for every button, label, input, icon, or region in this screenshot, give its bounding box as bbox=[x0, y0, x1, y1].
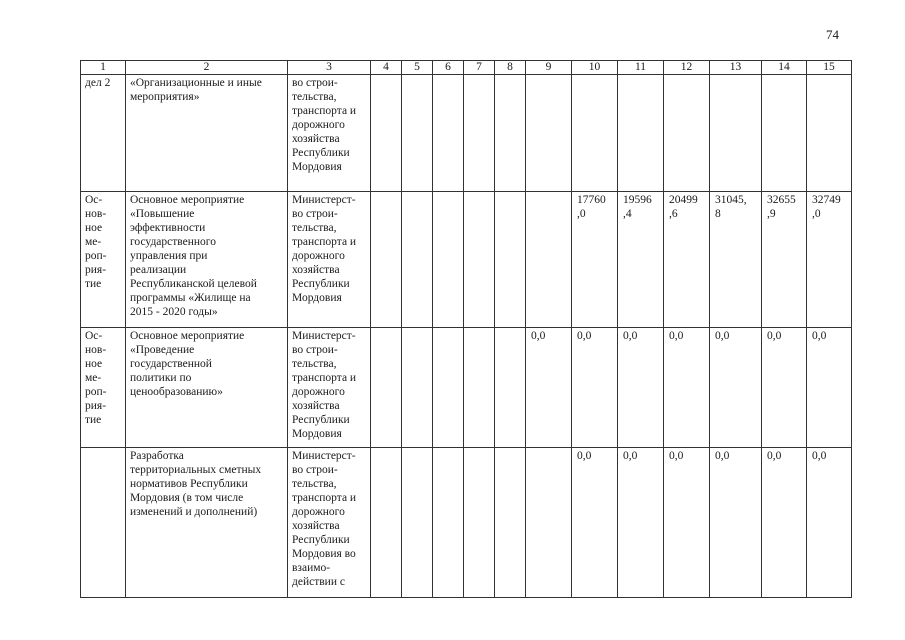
value-cell bbox=[495, 192, 526, 328]
column-header: 7 bbox=[464, 61, 495, 75]
value-cell: 0,0 bbox=[710, 328, 762, 448]
row-title-cell: «Организационные и иные мероприятия» bbox=[126, 75, 288, 192]
row-executor-cell: Министерст- во строи- тельства, транспорта и дорожного хозяйства Республики Мордовия bbox=[288, 192, 371, 328]
row-executor-cell: Министерст- во строи- тельства, транспорта и дорожного хозяйства Республики Мордовия bbox=[288, 328, 371, 448]
value-cell: 0,0 bbox=[710, 448, 762, 598]
value-cell bbox=[371, 448, 402, 598]
value-cell: 0,0 bbox=[807, 328, 852, 448]
value-cell: 0,0 bbox=[762, 448, 807, 598]
value-cell bbox=[371, 192, 402, 328]
budget-table bbox=[80, 60, 852, 598]
row-title-cell: Разработка территориальных сметных нормативов Республики Мордовия (в том числе изменений и дополнений) bbox=[126, 448, 288, 598]
value-cell bbox=[495, 328, 526, 448]
value-cell bbox=[464, 328, 495, 448]
value-cell bbox=[464, 448, 495, 598]
row-status-cell: дел 2 bbox=[81, 75, 126, 192]
value-cell bbox=[402, 448, 433, 598]
row-executor-cell: Министерст- во строи- тельства, транспорта и дорожного хозяйства Республики Мордовия во взаимо- действии с bbox=[288, 448, 371, 598]
value-cell bbox=[402, 75, 433, 192]
value-cell: 0,0 bbox=[762, 328, 807, 448]
value-cell: 17760 ,0 bbox=[572, 192, 618, 328]
value-cell: 0,0 bbox=[526, 328, 572, 448]
column-header: 15 bbox=[807, 61, 852, 75]
value-cell bbox=[433, 75, 464, 192]
value-cell bbox=[807, 75, 852, 192]
value-cell: 0,0 bbox=[572, 448, 618, 598]
value-cell bbox=[402, 328, 433, 448]
page-number: 74 bbox=[826, 27, 839, 42]
header-row bbox=[81, 61, 852, 75]
value-cell bbox=[433, 192, 464, 328]
column-header: 8 bbox=[495, 61, 526, 75]
row-title-cell: Основное мероприятие «Проведение государственной политики по ценообразованию» bbox=[126, 328, 288, 448]
column-header: 4 bbox=[371, 61, 402, 75]
value-cell: 32655 ,9 bbox=[762, 192, 807, 328]
value-cell bbox=[526, 448, 572, 598]
value-cell: 0,0 bbox=[618, 328, 664, 448]
row-status-cell: Ос- нов- ное ме- роп- рия- тие bbox=[81, 328, 126, 448]
value-cell bbox=[710, 75, 762, 192]
table-row bbox=[81, 328, 852, 448]
column-header: 9 bbox=[526, 61, 572, 75]
table-row bbox=[81, 448, 852, 598]
value-cell: 0,0 bbox=[664, 448, 710, 598]
column-header: 6 bbox=[433, 61, 464, 75]
value-cell: 20499 ,6 bbox=[664, 192, 710, 328]
value-cell: 0,0 bbox=[618, 448, 664, 598]
value-cell bbox=[618, 75, 664, 192]
value-cell bbox=[371, 75, 402, 192]
column-header: 12 bbox=[664, 61, 710, 75]
table-row bbox=[81, 75, 852, 192]
value-cell bbox=[572, 75, 618, 192]
column-header: 10 bbox=[572, 61, 618, 75]
value-cell bbox=[464, 192, 495, 328]
table-row bbox=[81, 192, 852, 328]
column-header: 11 bbox=[618, 61, 664, 75]
value-cell: 0,0 bbox=[807, 448, 852, 598]
column-header: 5 bbox=[402, 61, 433, 75]
value-cell bbox=[433, 328, 464, 448]
value-cell bbox=[464, 75, 495, 192]
value-cell bbox=[495, 75, 526, 192]
value-cell bbox=[402, 192, 433, 328]
value-cell bbox=[433, 448, 464, 598]
row-executor-cell: во строи- тельства, транспорта и дорожного хозяйства Республики Мордовия bbox=[288, 75, 371, 192]
value-cell: 0,0 bbox=[664, 328, 710, 448]
value-cell bbox=[664, 75, 710, 192]
column-header: 13 bbox=[710, 61, 762, 75]
value-cell: 32749 ,0 bbox=[807, 192, 852, 328]
row-status-cell: Ос- нов- ное ме- роп- рия- тие bbox=[81, 192, 126, 328]
value-cell bbox=[762, 75, 807, 192]
value-cell bbox=[526, 192, 572, 328]
row-status-cell bbox=[81, 448, 126, 598]
value-cell: 19596 ,4 bbox=[618, 192, 664, 328]
value-cell bbox=[371, 328, 402, 448]
row-title-cell: Основное мероприятие «Повышение эффективности государственного управления при реализации Республиканской целевой программы «Жилище на 2015 - 2020 годы» bbox=[126, 192, 288, 328]
column-header: 2 bbox=[126, 61, 288, 75]
value-cell: 31045, 8 bbox=[710, 192, 762, 328]
column-header: 1 bbox=[81, 61, 126, 75]
value-cell bbox=[495, 448, 526, 598]
value-cell bbox=[526, 75, 572, 192]
value-cell: 0,0 bbox=[572, 328, 618, 448]
column-header: 14 bbox=[762, 61, 807, 75]
column-header: 3 bbox=[288, 61, 371, 75]
